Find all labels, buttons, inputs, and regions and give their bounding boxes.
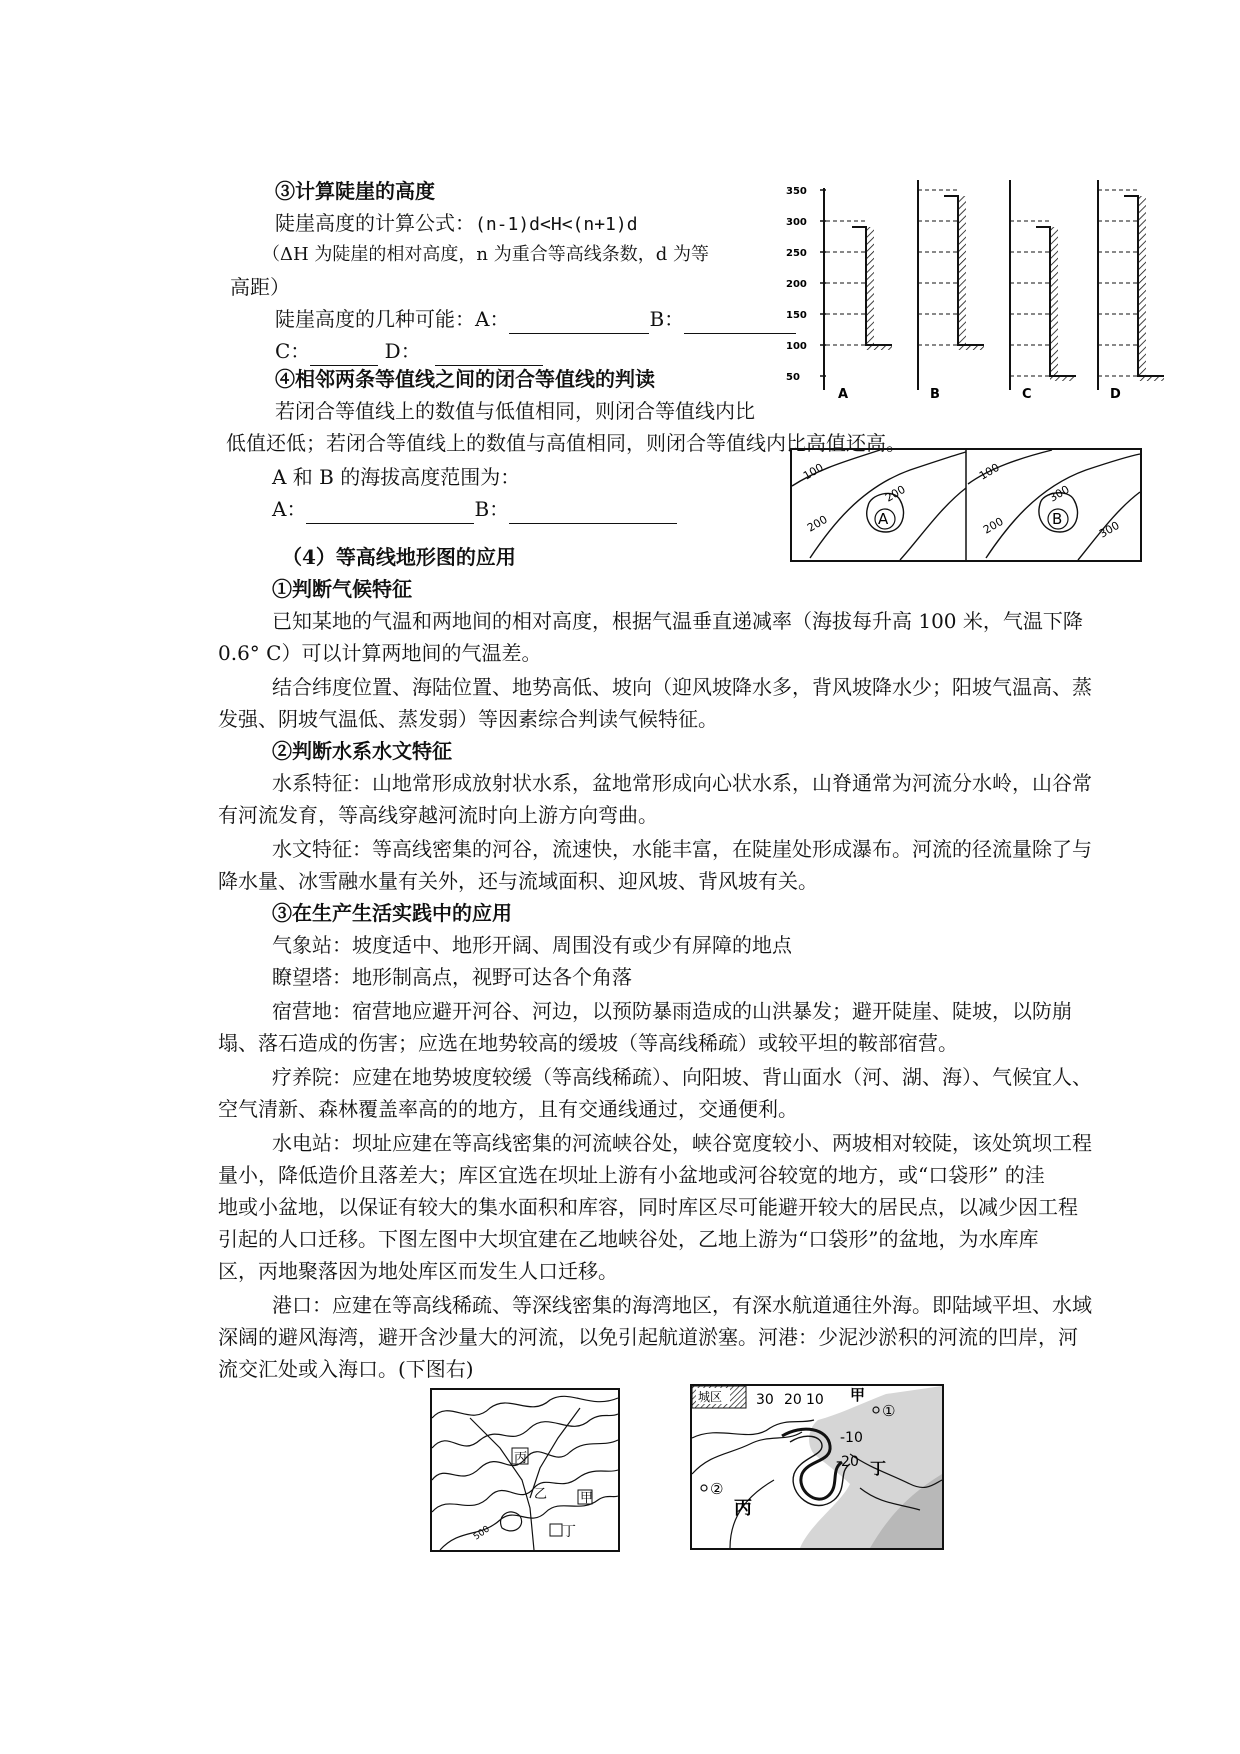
s4-title: ④相邻两条等值线之间的闭合等值线的判读 bbox=[275, 367, 655, 391]
cliff-face bbox=[958, 196, 966, 345]
y-tick-label: 50 bbox=[786, 372, 800, 383]
p-water-2a: 水文特征：等高线密集的河谷，流速快，水能丰富，在陡崖处形成瀑布。河流的径流量除了与 bbox=[272, 837, 1092, 861]
map-label-ding: 丁 bbox=[562, 1524, 576, 1540]
possibilities-line-2 bbox=[275, 336, 543, 366]
contour-label: 200 bbox=[805, 512, 830, 535]
p-climate-1b: 0.6° C）可以计算两地间的气温差。 bbox=[218, 641, 542, 665]
ground-hatch bbox=[1138, 376, 1164, 381]
map-label-500: 500 bbox=[471, 1524, 492, 1543]
blank-d[interactable] bbox=[435, 343, 543, 366]
y-tick-label: 150 bbox=[786, 310, 807, 321]
p-climate-2a: 结合纬度位置、海陆位置、地势高低、坡向（迎风坡降水多，背风坡降水少；阳坡气温高、蒸 bbox=[272, 675, 1092, 699]
contour-label: 300 bbox=[1097, 518, 1122, 541]
map-label-20: 20 bbox=[784, 1392, 802, 1408]
dam-site-map bbox=[430, 1388, 620, 1552]
panel-label: A bbox=[838, 387, 849, 402]
point-b: B bbox=[1052, 510, 1063, 528]
cliff-face bbox=[1050, 227, 1058, 376]
ground-hatch bbox=[1050, 376, 1076, 381]
contour-line bbox=[900, 488, 966, 560]
blank-b[interactable] bbox=[684, 311, 796, 334]
p-hydro-b: 量小，降低造价且落差大；库区宜选在坝址上游有小盆地或河谷较宽的地方，或“口袋形” 的洼 bbox=[218, 1163, 1045, 1187]
possibilities-line bbox=[275, 304, 796, 334]
formula-line bbox=[275, 208, 638, 240]
map-label-neg10: -10 bbox=[840, 1430, 863, 1446]
map-label-neg20: -20 bbox=[836, 1454, 859, 1470]
blank-c[interactable] bbox=[310, 343, 378, 366]
poss-a-label: 陡崖高度的几种可能：A： bbox=[275, 307, 510, 331]
map-label-bing: 丙 bbox=[734, 1498, 752, 1519]
p-port-b: 深阔的避风海湾，避开含沙量大的河流，以免引起航道淤塞。河港：少泥沙淤积的河流的凹岸，河 bbox=[218, 1325, 1078, 1349]
panel-label: D bbox=[1110, 387, 1121, 402]
p-sanatorium-a: 疗养院：应建在地势坡度较缓（等高线稀疏）、向阳坡、背山面水（河、湖、海）、气候宜人、 bbox=[272, 1065, 1092, 1089]
ground-hatch bbox=[958, 345, 984, 350]
ground-hatch bbox=[866, 345, 892, 350]
cliff-figure bbox=[786, 176, 1170, 412]
contour-label: 100 bbox=[801, 460, 826, 483]
cliff-face bbox=[1138, 196, 1146, 376]
contour-line bbox=[986, 454, 1140, 558]
p-water-1b: 有河流发育，等高线穿越河流时向上游方向弯曲。 bbox=[218, 803, 658, 827]
p-climate-2b: 发强、阴坡气温低、蒸发弱）等因素综合判读气候特征。 bbox=[218, 707, 718, 731]
s3-title: ③计算陡崖的高度 bbox=[275, 179, 435, 203]
closed-contour-figure bbox=[790, 448, 1142, 562]
poss-c-label: C： bbox=[275, 339, 311, 363]
contour-label: 100 bbox=[977, 460, 1002, 483]
map-label-2: ② bbox=[710, 1480, 724, 1498]
p-watchtower: 瞭望塔：地形制高点，视野可达各个角落 bbox=[272, 965, 632, 989]
map-label-yi: 乙 bbox=[534, 1487, 548, 1502]
p-hydro-a: 水电站：坝址应建在等高线密集的河流峡谷处，峡谷宽度较小、两坡相对较陡，该处筑坝工程 bbox=[272, 1131, 1092, 1155]
p-hydro-d: 引起的人口迁移。下图左图中大坝宜建在乙地峡谷处，乙地上游为“口袋形”的盆地，为水库库 bbox=[218, 1227, 1039, 1251]
p-port-c: 流交汇处或入海口。(下图右) bbox=[218, 1357, 474, 1381]
map-label-10: 10 bbox=[806, 1392, 824, 1408]
p-sanatorium-b: 空气清新、森林覆盖率高的的地方，且有交通线通过，交通便利。 bbox=[218, 1097, 798, 1121]
map-label-bing: 丙 bbox=[514, 1451, 528, 1466]
p-hydro-e: 区，丙地聚落因为地处库区而发生人口迁移。 bbox=[218, 1259, 618, 1283]
b-label: B： bbox=[474, 497, 510, 521]
map-label-ding: 丁 bbox=[870, 1459, 887, 1478]
y-tick-label: 200 bbox=[786, 279, 807, 290]
p-weather-station: 气象站：坡度适中、地形开阔、周围没有或少有屏障的地点 bbox=[272, 933, 792, 957]
rule-b: 低值还低；若闭合等值线上的数值与高值相同，则闭合等值线内比高值还高。 bbox=[226, 431, 906, 455]
map-label-1: ① bbox=[882, 1402, 896, 1420]
blank-ab-b[interactable] bbox=[509, 501, 677, 524]
p-hydro-c: 地或小盆地，以保证有较大的集水面积和库容，同时库区尽可能避开较大的居民点，以减少因工程 bbox=[218, 1195, 1078, 1219]
p-water-2b: 降水量、冰雪融水量有关外，还与流域面积、迎风坡、背风坡有关。 bbox=[218, 869, 818, 893]
y-tick-label: 350 bbox=[786, 186, 807, 197]
poss-b-label: B： bbox=[649, 307, 685, 331]
ab-line bbox=[272, 494, 677, 524]
p-campsite-a: 宿营地：宿营地应避开河谷、河边，以预防暴雨造成的山洪暴发；避开陡崖、陡坡，以防崩 bbox=[272, 999, 1072, 1023]
p-campsite-b: 塌、落石造成的伤害；应选在地势较高的缓坡（等高线稀疏）或较平坦的鞍部宿营。 bbox=[218, 1031, 958, 1055]
y-tick-label: 300 bbox=[786, 217, 807, 228]
contour-label: 200 bbox=[883, 482, 908, 505]
port-map bbox=[690, 1384, 944, 1550]
p-climate-1a: 已知某地的气温和两地间的相对高度，根据气温垂直递减率（海拔每升高 100 米，气温下降 bbox=[272, 609, 1083, 633]
formula: (n-1)d<H<(n+1)d bbox=[475, 214, 638, 235]
blank-a[interactable] bbox=[509, 311, 649, 334]
contour-label: 200 bbox=[981, 514, 1006, 537]
blank-ab-a[interactable] bbox=[306, 501, 474, 524]
poss-d-label: D： bbox=[384, 339, 421, 363]
map-label-city: 城区 bbox=[698, 1390, 723, 1404]
ab-label: A 和 B 的海拔高度范围为： bbox=[272, 465, 521, 489]
p-water-1a: 水系特征：山地常形成放射状水系，盆地常形成向心状水系，山脊通常为河流分水岭，山谷常 bbox=[272, 771, 1092, 795]
rule-a: 若闭合等值线上的数值与低值相同，则闭合等值线内比 bbox=[275, 399, 755, 423]
h-climate: ①判断气候特征 bbox=[272, 577, 412, 601]
formula-note-a: （ΔH 为陡崖的相对高度，n 为重合等高线条数，d 为等 bbox=[262, 244, 709, 265]
map-label-jia: 甲 bbox=[850, 1386, 866, 1404]
y-tick-label: 100 bbox=[786, 341, 807, 352]
y-tick-label: 250 bbox=[786, 248, 807, 259]
cliff-face bbox=[866, 227, 874, 345]
map-label-30: 30 bbox=[756, 1392, 774, 1408]
map-label-jia: 甲 bbox=[580, 1491, 594, 1506]
contour-line bbox=[810, 452, 966, 558]
panel-label: B bbox=[930, 387, 940, 402]
formula-label: 陡崖高度的计算公式： bbox=[275, 211, 475, 235]
app-heading: （4）等高线地形图的应用 bbox=[282, 545, 516, 569]
a-label: A： bbox=[272, 497, 307, 521]
p-port-a: 港口：应建在等高线稀疏、等深线密集的海湾地区，有深水航道通往外海。即陆域平坦、水域 bbox=[272, 1293, 1092, 1317]
point-a: A bbox=[878, 510, 889, 528]
h-water: ②判断水系水文特征 bbox=[272, 739, 452, 763]
panel-label: C bbox=[1022, 387, 1032, 402]
formula-note-b: 高距） bbox=[230, 275, 290, 299]
contour-label: 300 bbox=[1047, 482, 1072, 505]
h-practice: ③在生产生活实践中的应用 bbox=[272, 901, 512, 925]
